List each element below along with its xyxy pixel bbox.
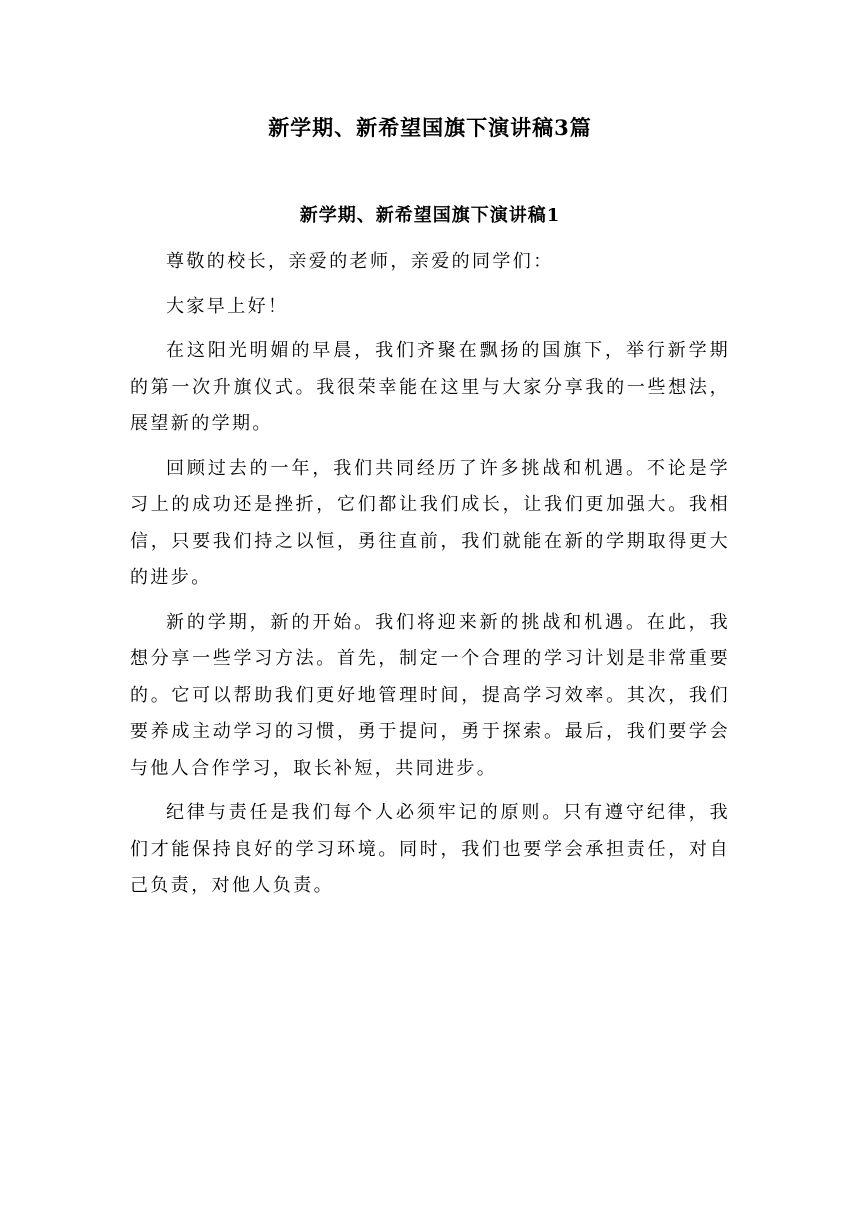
body-paragraph: 新的学期，新的开始。我们将迎来新的挑战和机遇。在此，我想分享一些学习方法。首先，制定一个合理的学习计划是非常重要的。它可以帮助我们更好地管理时间，提高学习效率。其次，我们要养成主动学习的习惯，勇于提问，勇于探索。最后，我们要学会与他人合作学习，取长补短，共同进步。 bbox=[130, 611, 730, 779]
body-paragraph: 纪律与责任是我们每个人必须牢记的原则。只有遵守纪律，我们才能保持良好的学习环境。同时，我们也要学会承担责任，对自己负责，对他人负责。 bbox=[130, 802, 730, 896]
section-title: 新学期、新希望国旗下演讲稿1 bbox=[299, 205, 561, 226]
morning-paragraph: 大家早上好！ bbox=[166, 295, 289, 317]
body-paragraph: 回顾过去的一年，我们共同经历了许多挑战和机遇。不论是学习上的成功还是挫折，它们都让我们成长，让我们更加强大。我相信，只要我们持之以恒，勇往直前，我们就能在新的学期取得更大的进步。 bbox=[130, 457, 730, 588]
speech-body bbox=[130, 244, 730, 905]
greeting-paragraph: 尊敬的校长，亲爱的老师，亲爱的同学们： bbox=[166, 251, 554, 272]
document-title: 新学期、新希望国旗下演讲稿3篇 bbox=[268, 115, 592, 140]
body-paragraph: 在这阳光明媚的早晨，我们齐聚在飘扬的国旗下，举行新学期的第一次升旗仪式。我很荣幸能在这里与大家分享我的一些想法，展望新的学期。 bbox=[130, 340, 730, 434]
